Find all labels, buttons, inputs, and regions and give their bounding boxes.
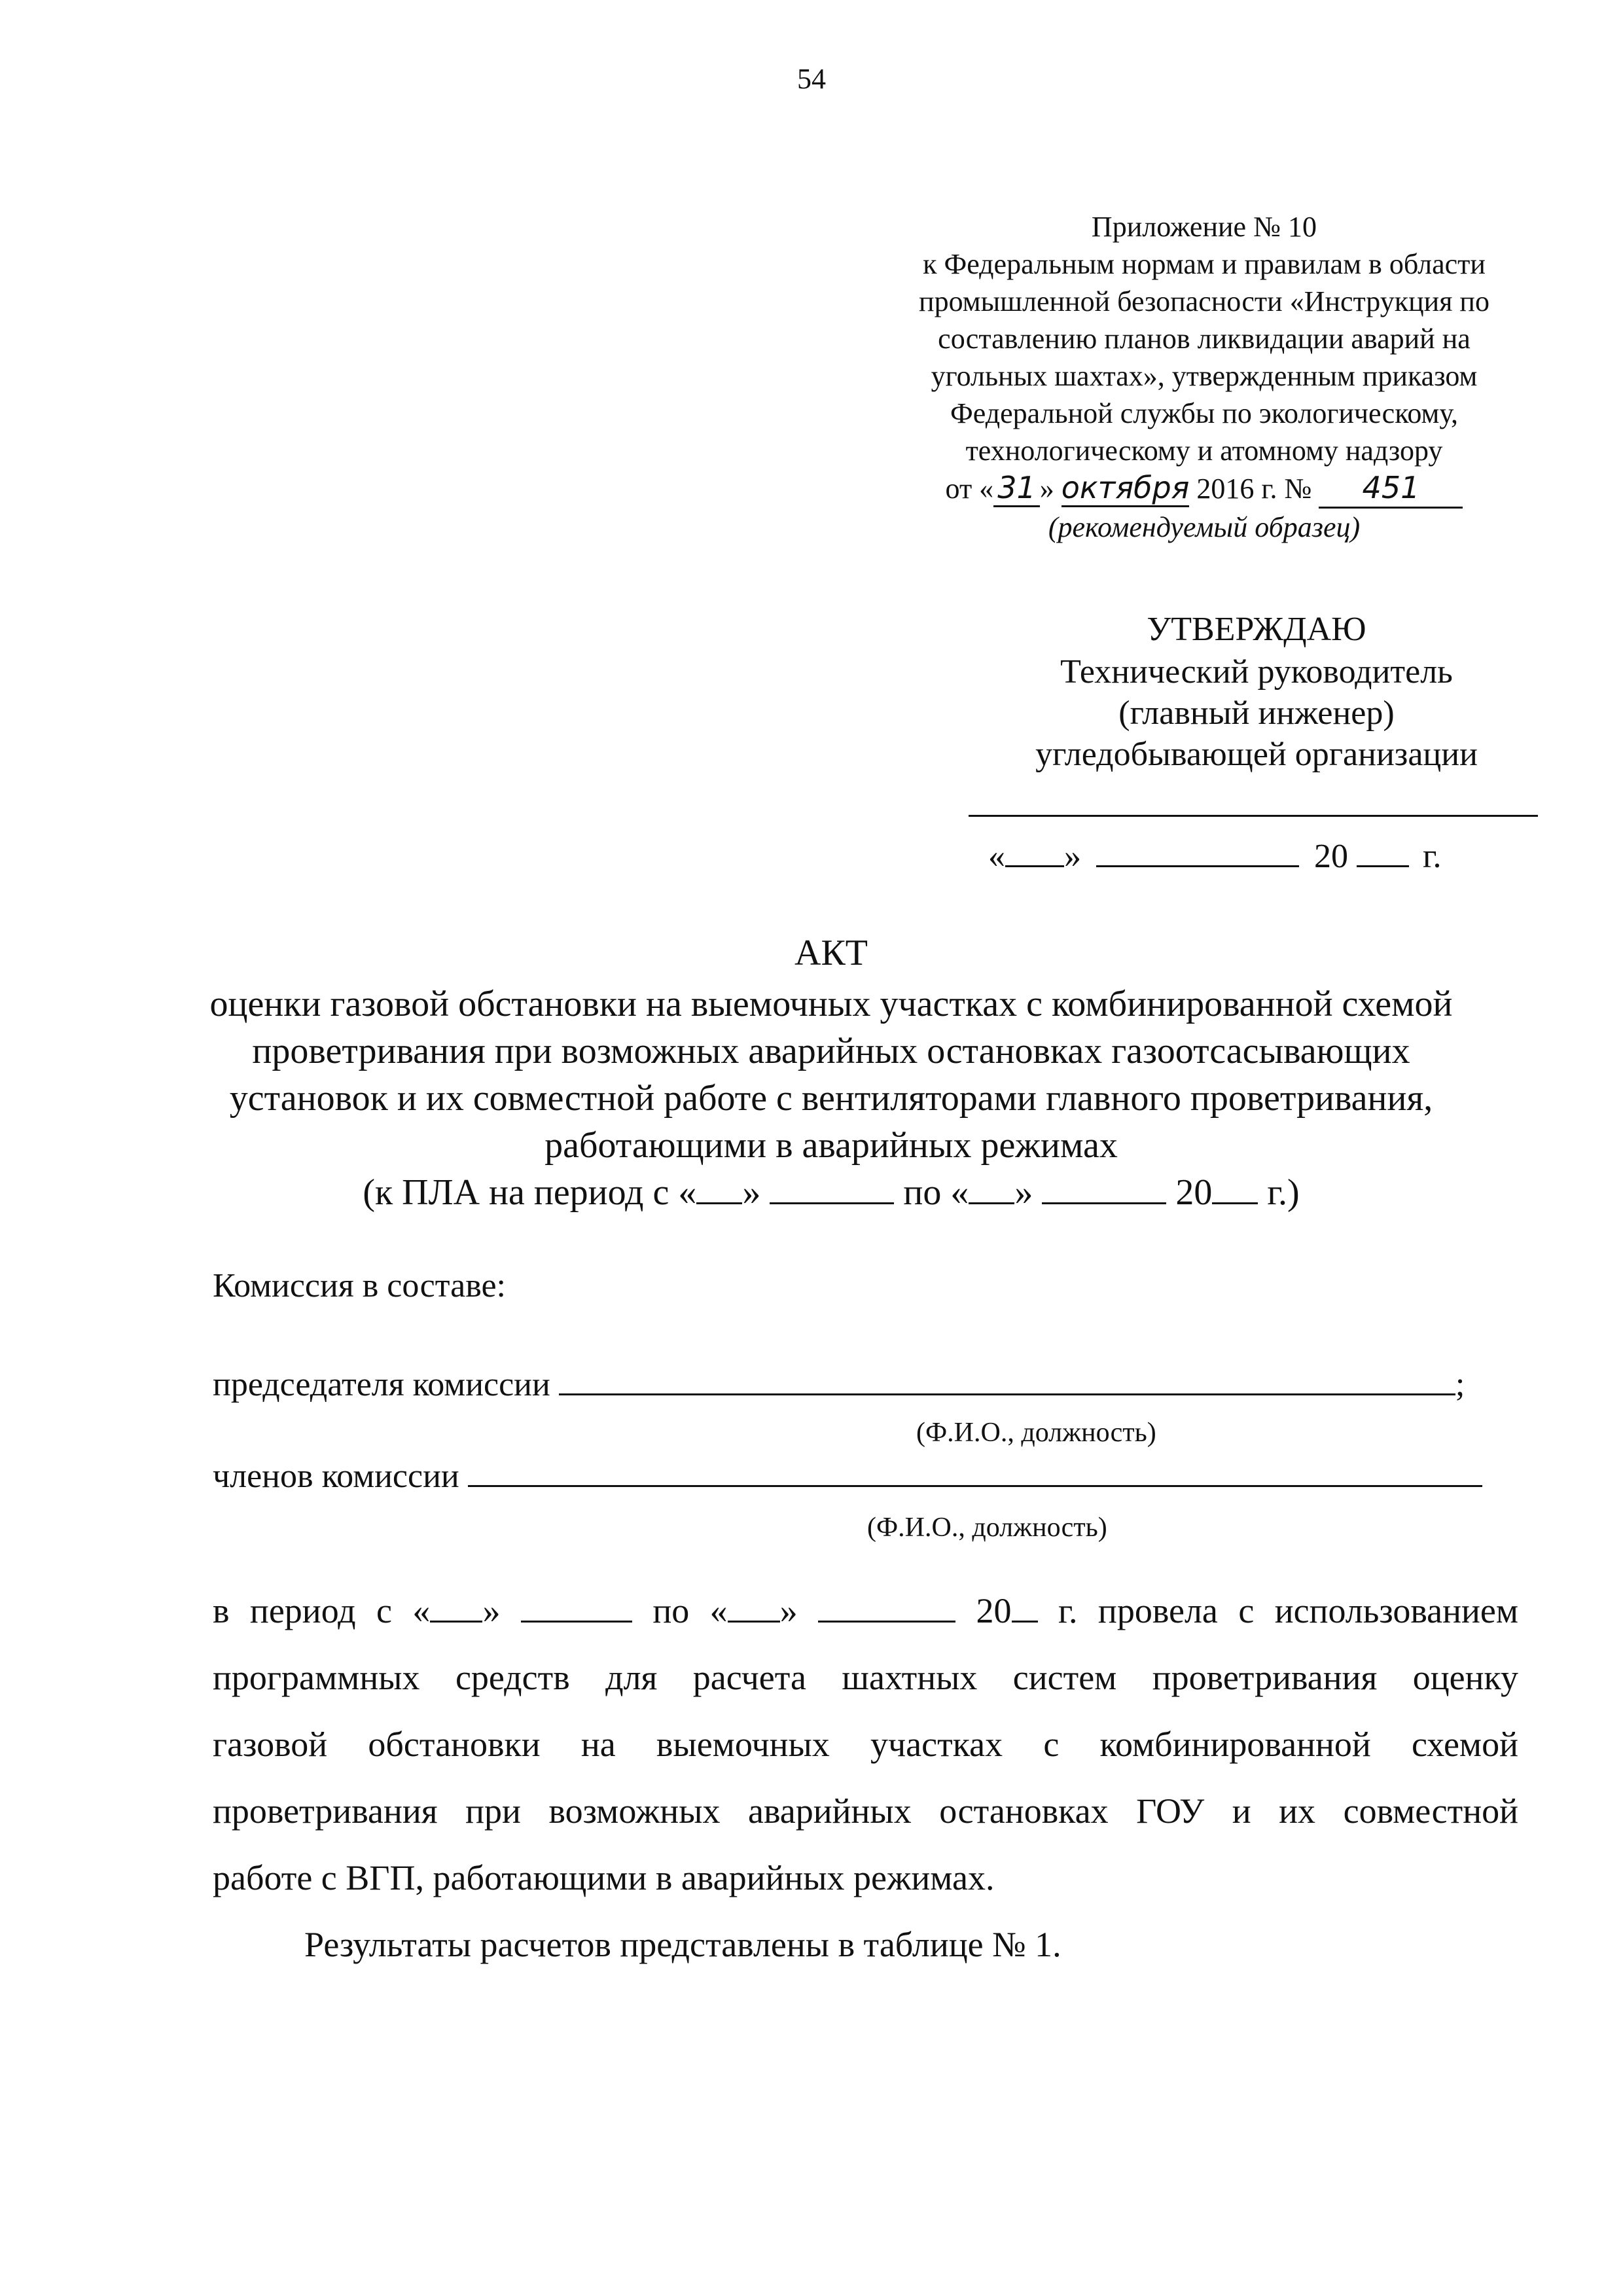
period-text: (к ПЛА на период с « bbox=[363, 1172, 697, 1213]
paragraph-line: проветривания при возможных аварийных остановках ГОУ и их совместной bbox=[213, 1791, 1518, 1831]
members-caption: (Ф.И.О., должность) bbox=[867, 1513, 1107, 1543]
para-day-blank bbox=[430, 1592, 482, 1623]
approve-date-open: « bbox=[988, 838, 1005, 875]
order-month-handwritten: октября bbox=[1061, 470, 1190, 507]
para-text: » bbox=[482, 1591, 501, 1630]
paragraph-line: газовой обстановки на выемочных участках с комбинированной схемой bbox=[213, 1725, 1518, 1764]
approval-date bbox=[988, 836, 1441, 876]
appendix-line: Федеральной службы по экологическому, bbox=[950, 397, 1458, 429]
period-text: по « bbox=[903, 1172, 969, 1213]
chairman-caption: (Ф.И.О., должность) bbox=[916, 1418, 1156, 1448]
title-line: работающими в аварийных режимах bbox=[544, 1125, 1118, 1166]
period-year-blank bbox=[1212, 1174, 1258, 1204]
paragraph-line: программных средств для расчета шахтных систем проветривания оценку bbox=[213, 1658, 1518, 1697]
order-date-year: 2016 г. № bbox=[1189, 473, 1319, 505]
approve-date-year: 20 bbox=[1314, 838, 1348, 875]
paragraph-line-1 bbox=[213, 1577, 1518, 1644]
period-text: » bbox=[742, 1172, 761, 1213]
approve-line: угледобывающей организации bbox=[1035, 736, 1478, 773]
chairman-row bbox=[213, 1365, 1465, 1404]
day-blank bbox=[1005, 836, 1064, 867]
results-text: Результаты расчетов представлены в таблице № 1. bbox=[304, 1925, 1061, 1964]
paragraph-last-line: работе с ВГП, работающими в аварийных режимах. bbox=[213, 1858, 995, 1897]
approve-line: Технический руководитель bbox=[1060, 653, 1453, 691]
appendix-line: составлению планов ликвидации аварий на bbox=[938, 323, 1471, 355]
members-row bbox=[213, 1456, 1482, 1496]
order-date-line bbox=[857, 469, 1551, 509]
month-blank bbox=[1096, 836, 1299, 867]
chairman-label: председателя комиссии bbox=[213, 1366, 550, 1403]
sample-note: (рекомендуемый образец) bbox=[1048, 511, 1361, 543]
approval-block bbox=[962, 609, 1551, 775]
para-text: в период с « bbox=[213, 1591, 431, 1630]
period-text: 20 bbox=[1175, 1172, 1213, 1213]
para-text: 20 bbox=[976, 1591, 1012, 1630]
order-date-prefix: от « bbox=[945, 473, 994, 505]
appendix-line: промышленной безопасности «Инструкция по bbox=[919, 285, 1489, 317]
order-date-mid: » bbox=[1039, 473, 1054, 505]
order-number-handwritten: 451 bbox=[1319, 469, 1463, 509]
para-text: г. провела с использованием bbox=[1058, 1591, 1519, 1630]
approve-line: (главный инженер) bbox=[1118, 694, 1395, 732]
act-title bbox=[144, 929, 1518, 1216]
para-year-blank bbox=[1012, 1592, 1038, 1623]
title-line: оценки газовой обстановки на выемочных участках с комбинированной схемой bbox=[209, 984, 1453, 1024]
appendix-line: Приложение № 10 bbox=[1091, 211, 1317, 243]
period-text: г.) bbox=[1267, 1172, 1300, 1213]
approve-heading: УТВЕРЖДАЮ bbox=[1147, 611, 1366, 648]
period-text: » bbox=[1014, 1172, 1033, 1213]
members-label: членов комиссии bbox=[213, 1458, 459, 1495]
appendix-line: угольных шахтах», утвержденным приказом bbox=[931, 360, 1478, 392]
period-month-blank bbox=[770, 1174, 894, 1204]
chairman-blank bbox=[559, 1365, 1455, 1395]
commission-intro: Комиссия в составе: bbox=[213, 1267, 506, 1304]
year-blank bbox=[1357, 836, 1409, 867]
period-day-blank bbox=[696, 1174, 742, 1204]
page-number: 54 bbox=[797, 63, 826, 95]
approve-date-close: » bbox=[1064, 838, 1081, 875]
members-blank bbox=[468, 1456, 1482, 1487]
title-line: установок и их совместной работе с вентиляторами главного проветривания, bbox=[229, 1078, 1433, 1119]
act-paragraph bbox=[213, 1577, 1518, 1911]
para-text: » bbox=[779, 1591, 798, 1630]
signature-line bbox=[969, 815, 1538, 817]
chairman-end: ; bbox=[1455, 1366, 1465, 1403]
title-line: проветривания при возможных аварийных остановках газоотсасывающих bbox=[252, 1031, 1410, 1071]
para-month-blank bbox=[521, 1592, 632, 1623]
para-text: по « bbox=[652, 1591, 728, 1630]
appendix-header bbox=[857, 208, 1551, 546]
appendix-line: к Федеральным нормам и правилам в области bbox=[923, 248, 1486, 280]
approve-date-suffix: г. bbox=[1423, 838, 1442, 875]
act-heading: АКТ bbox=[794, 933, 868, 973]
appendix-line: технологическому и атомному надзору bbox=[965, 435, 1443, 467]
period-month-blank bbox=[1042, 1174, 1166, 1204]
period-line bbox=[144, 1169, 1518, 1216]
period-day-blank bbox=[969, 1174, 1014, 1204]
para-month-blank bbox=[818, 1592, 955, 1623]
order-day-handwritten: 31 bbox=[993, 470, 1040, 507]
para-day-blank bbox=[728, 1592, 780, 1623]
